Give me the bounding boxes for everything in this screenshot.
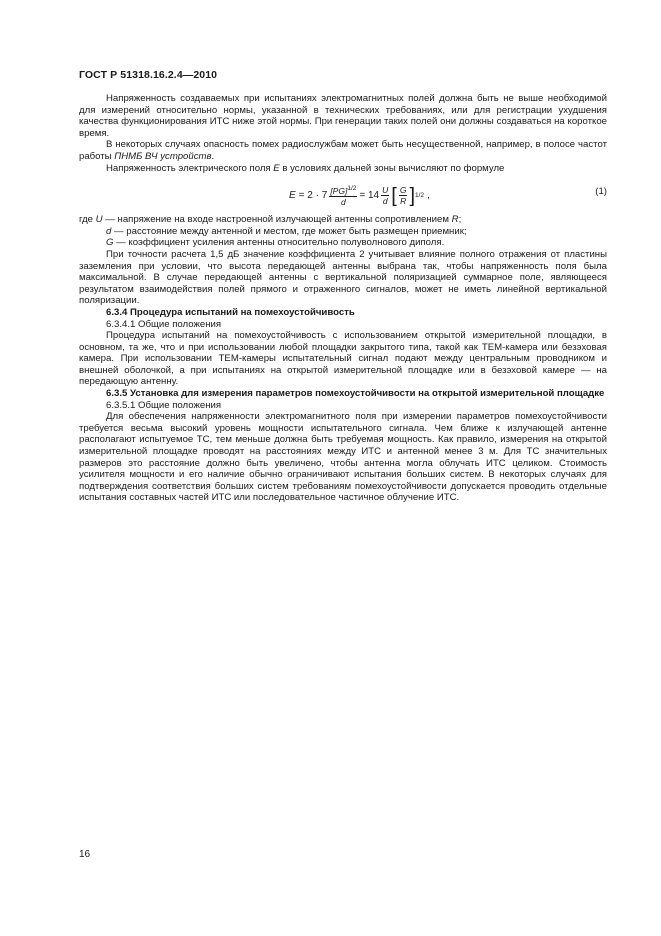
subsection-heading: 6.3.4.1 Общие положения xyxy=(106,318,222,330)
paragraph-text: Процедура испытаний на помехоустойчивость с использованием открытой измерительной площадки, в основном, та же, что и при использовании любой площадки закрытого типа, такой как ТЕМ-камера или безэховая камера. При использовании ТЕМ-камеры испытательный сигнал подают между центральным проводником и внешней оболочкой, а при испытаниях на открытой измерительной площадке или в безэховой камере — на передающую антенну. xyxy=(79,330,607,388)
definition-line: где U — напряжение на входе настроенной излучающей антенны сопротивлением R; xyxy=(79,214,462,226)
bracket-left: [ xyxy=(391,184,397,207)
subsection-heading: 6.3.5.1 Общие положения xyxy=(106,399,222,411)
variable: d xyxy=(106,225,112,237)
fraction xyxy=(329,184,357,207)
fraction-denominator: d xyxy=(382,196,388,207)
paragraph xyxy=(79,330,607,388)
paragraph xyxy=(79,139,607,162)
fraction-denominator: R xyxy=(400,196,407,207)
paragraph-text: . xyxy=(211,150,215,162)
document-body xyxy=(79,93,607,504)
document-header: ГОСТ Р 51318.16.2.4—2010 xyxy=(79,69,218,81)
variable: G xyxy=(106,237,114,249)
formula-lhs: E xyxy=(289,189,296,201)
paragraph-text: При точности расчета 1,5 дБ значение коэффициента 2 учитывает влияние полного отражения от пластины заземления при условии, что высота передающей антенны выбрана так, чтобы напряженность поля была максимальной. В случае передающей антенны с вертикальной поляризацией суммарное поле, являющееся результатом взаимодействия полей прямого и отраженного сигналов, может не иметь линейной вертикальной поляризации. xyxy=(79,248,607,307)
fraction-denominator: d xyxy=(340,196,346,207)
paragraph xyxy=(79,163,607,175)
section-heading: 6.3.5 Установка для измерения параметров помехоустойчивости на открытой измерительной площадке xyxy=(106,388,605,400)
formula-block xyxy=(79,174,607,214)
formula-coefficient: = 14 xyxy=(359,189,380,201)
paragraph-text: Напряженность электрического поля xyxy=(106,162,274,174)
paragraph xyxy=(79,249,607,307)
italic-term: ПНМБ ВЧ устройств xyxy=(114,150,212,162)
paragraph-text: в условиях дальней зоны вычисляют по формуле xyxy=(279,162,505,174)
formula-coefficient: = 2 · 7 xyxy=(298,189,328,201)
definition-line: G — коэффициент усиления антенны относительно полуволнового диполя. xyxy=(106,237,445,249)
definition-line: d — расстояние между антенной и местом, где может быть размещен приемник; xyxy=(106,225,467,237)
formula: E = 2 · 7 $\frac{[PG]^{1/2}}{d}$ = 14 $\frac{U}{d}$ [ $\frac{G}{R}$ ] 1/2 , xyxy=(289,184,430,207)
page-number: 16 xyxy=(79,849,91,860)
paragraph-text: В некоторых случаях опасность помех радиослужбам может быть несущественной, например, в полосе частот работы xyxy=(79,139,607,162)
paragraph xyxy=(79,411,607,504)
variable: E xyxy=(273,162,280,174)
paragraph-text: Для обеспечения напряженности электромагнитного поля при измерении параметров помехоустойчивости требуется весьма высокий уровень мощности испытательного сигнала. Чем ближе к излучающей антенне располагают испытуемое ТС, тем меньше должна быть требуемая мощность. Как правило, измерения на открытой измерительной площадке проводят на расстояниях между ИТС и антенной менее 3 м. Для ТС значительных размеров это расстояние должно быть увеличено, чтобы антенна могла облучать ИТС целиком. Стоимость усилителя мощности и его наличие обычно ограничивают испытания больших систем. В некоторых случаях для подтверждения соответствия больших систем требованиям помехоустойчивости допускается проводить отдельные испытания составных частей ИТС или последовательное частичное облучение ИТС. xyxy=(79,411,607,504)
section-heading: 6.3.4 Процедура испытаний на помехоустойчивость xyxy=(106,306,355,318)
fraction-numerator: U xyxy=(382,185,389,196)
fraction xyxy=(399,185,408,206)
variable: R xyxy=(451,214,459,226)
paragraph-text: Напряженность создаваемых при испытаниях электромагнитных полей должна быть не выше необходимой для измерений относительно нормы, указанной в технических требованиях, или для регистрации ухудшения качества функционирования ИТС ниже этой нормы. При генерации таких полей они должны создаваться на короткое время. xyxy=(79,93,607,139)
paragraph xyxy=(79,93,607,139)
equation-number: (1) xyxy=(595,186,607,198)
fraction-numerator: [PG]$^{1/2}$ xyxy=(330,185,357,196)
bracket-right: ] xyxy=(409,184,416,207)
fraction xyxy=(381,185,389,206)
fraction-numerator: G xyxy=(399,185,407,196)
variable: U xyxy=(95,214,103,226)
formula-exponent: 1/2 xyxy=(415,191,425,199)
